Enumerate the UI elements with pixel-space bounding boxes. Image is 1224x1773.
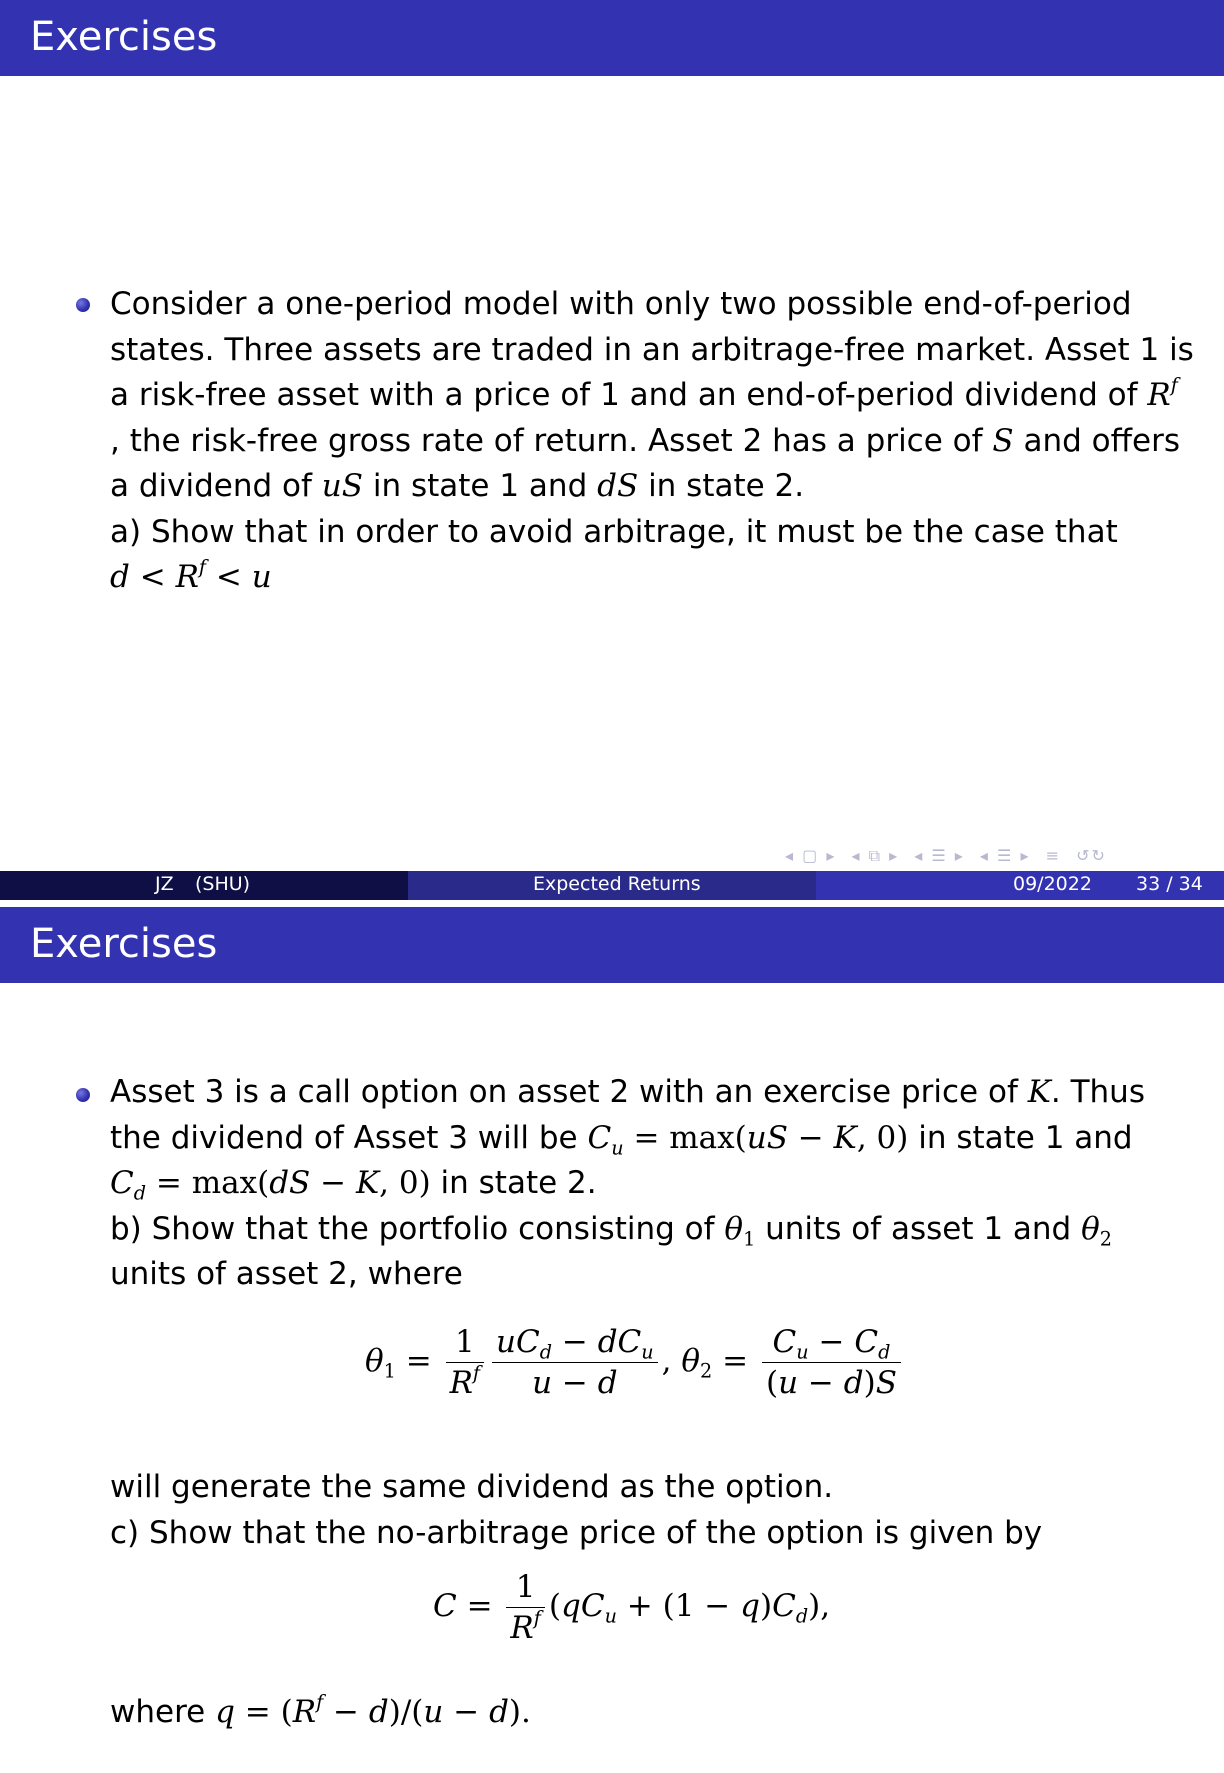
title-bar <box>0 907 1224 983</box>
option-price-equation: C = $\frac{1}{R^f}$ $(qC_u + (1 - q)C_d)$, <box>433 1569 831 1646</box>
text-line: b) Show that the portfolio consisting of $\theta_1$ units of asset 1 and $\theta_2$ <box>110 1210 1112 1251</box>
footer-institution: (SHU) <box>195 873 251 895</box>
nav-frame-icon[interactable]: ◂ ▢ ▸ <box>785 846 837 865</box>
title-bar <box>0 0 1224 76</box>
q-definition <box>110 1690 1190 1736</box>
theta-equation: $\theta_1$ = $\frac{1}{R^f}$ $\frac{uC_d - dC_u}{u - d}$ , $\theta_2$ = $\frac{C_u - C_d}{(u - d)S}$ <box>365 1322 905 1403</box>
text-line: units of asset 2, where <box>110 1256 463 1292</box>
text-line: where $q = (R^f - d)/(u - d)$. <box>110 1690 531 1730</box>
footer <box>0 871 1224 900</box>
nav-subsection-icon[interactable]: ◂ ⧉ ▸ <box>851 846 900 865</box>
text-line: a) Show that in order to avoid arbitrage, it must be the case that <box>110 513 1118 550</box>
nav-section-icon[interactable]: ◂ ☰ ▸ <box>914 846 965 865</box>
footer-title: Expected Returns <box>533 873 701 895</box>
slide-title: Exercises <box>30 921 218 967</box>
inequality: $d < R^f < u$ <box>110 555 272 595</box>
footer-date-box <box>816 871 1224 900</box>
text-line: $C_d = \max(dS - K$, 0) in state 2. <box>110 1165 597 1205</box>
text-line: a dividend of uS in state 1 and dS in state 2. <box>110 468 805 504</box>
nav-list-icon[interactable]: ◂ ☰ ▸ <box>979 846 1031 865</box>
text-line: , the risk-free gross rate of return. Asset 2 has a price of S and offers <box>110 422 1180 459</box>
text-line: will generate the same dividend as the option. <box>110 1469 834 1505</box>
text-line: a risk-free asset with a price of 1 and an end-of-period dividend of $R^f$ <box>110 373 1178 413</box>
footer-date: 09/2022 <box>1013 873 1092 895</box>
text-line: states. Three assets are traded in an arbitrage-free market. Asset 1 is <box>110 331 1194 368</box>
slide-34 <box>0 907 1224 1773</box>
slide-title: Exercises <box>30 14 218 60</box>
exercise-text <box>110 1070 1190 1298</box>
footer-page-number: 33 / 34 <box>1136 873 1203 895</box>
navigation-symbols[interactable] <box>785 846 1115 864</box>
footer-author: JZ <box>155 873 174 895</box>
nav-align-icon[interactable]: ≡ <box>1045 846 1061 865</box>
exercise-text <box>110 282 1194 601</box>
text-line: the dividend of Asset 3 will be $C_u = \max(uS - K$, 0) in state 1 and <box>110 1119 1133 1160</box>
bullet-icon <box>76 298 90 312</box>
text-line: Asset 3 is a call option on asset 2 with an exercise price of K. Thus <box>110 1074 1145 1110</box>
text-line: Consider a one-period model with only two possible end-of-period <box>110 286 1132 322</box>
bullet-icon <box>76 1088 90 1102</box>
nav-search-icon[interactable]: ↺↻ <box>1076 846 1107 865</box>
exercise-text-continued <box>110 1465 1190 1556</box>
footer-author-box <box>0 871 408 900</box>
footer-title-box <box>408 871 816 900</box>
text-line: c) Show that the no-arbitrage price of the option is given by <box>110 1514 1043 1551</box>
